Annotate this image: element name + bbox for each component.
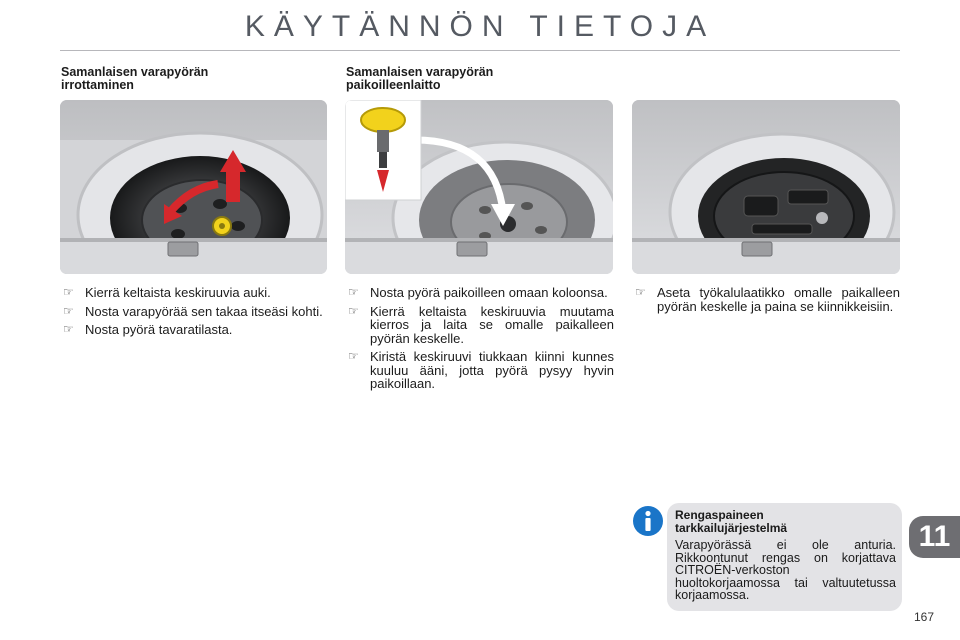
removal-heading — [61, 66, 208, 92]
removal-heading-line2: irrottaminen — [61, 78, 134, 92]
pointing-hand-icon: ☞ — [635, 285, 646, 299]
list-item: ☞ Aseta työkalulaatikko omalle paikalleen pyörän keskelle ja paina se kiinnikkeisiin. — [635, 285, 900, 314]
list-item: ☞ Nosta pyörä paikoilleen omaan koloonsa. — [348, 285, 608, 300]
toolbox-photo — [632, 100, 900, 274]
removal-heading-line1: Samanlaisen varapyörän — [61, 65, 209, 79]
refitting-photo — [345, 100, 613, 274]
refitting-heading-line1: Samanlaisen varapyörän — [346, 65, 494, 79]
toolbox-illustration — [632, 100, 900, 274]
list-item: ☞ Nosta varapyörää sen takaa itseäsi kohti. — [63, 303, 323, 319]
info-box — [667, 503, 902, 611]
refitting-heading-line2: paikoilleenlaitto — [346, 78, 441, 92]
yellow-center-screw — [361, 108, 405, 132]
page-number: 167 — [914, 610, 935, 624]
list-item: ☞ Kierrä keltaista keskiruuvia auki. — [63, 285, 271, 300]
pointing-hand-icon: ☞ — [63, 285, 74, 299]
pointing-hand-icon: ☞ — [63, 303, 74, 318]
toolbox-steps — [633, 286, 900, 318]
info-icon — [632, 505, 664, 537]
pointing-hand-icon: ☞ — [63, 322, 74, 336]
list-item: ☞ Kiristä keskiruuvi tiukkaan kiinni kunnes kuuluu ääni, jotta pyörä pysyy hyvin paikoillaan. — [348, 349, 614, 391]
list-item: ☞ Kierrä keltaista keskiruuvia muutama kierros ja laita se omalle paikalleen pyörän keskelle. — [348, 303, 614, 346]
info-body: Varapyörässä ei ole anturia. Rikkoontunut rengas on korjattava CITROËN-verkoston huoltokorjaamossa tai valtuutetussa korjaamossa. — [675, 538, 896, 603]
chapter-tab: 11 — [909, 516, 960, 558]
pointing-hand-icon: ☞ — [348, 349, 359, 363]
title-divider — [60, 50, 900, 51]
refitting-heading — [346, 66, 493, 92]
list-item: ☞ Nosta pyörä tavaratilasta. — [63, 322, 233, 337]
info-title: Rengaspaineen tarkkailujärjestelmä — [675, 508, 788, 535]
refitting-steps — [346, 286, 614, 396]
removal-steps — [61, 286, 327, 342]
pointing-hand-icon: ☞ — [348, 285, 359, 299]
page-title: KÄYTÄNNÖN TIETOJA — [244, 10, 716, 43]
refitting-illustration — [345, 100, 613, 274]
removal-photo — [60, 100, 327, 274]
pointing-hand-icon: ☞ — [348, 303, 359, 318]
removal-illustration — [60, 100, 327, 274]
